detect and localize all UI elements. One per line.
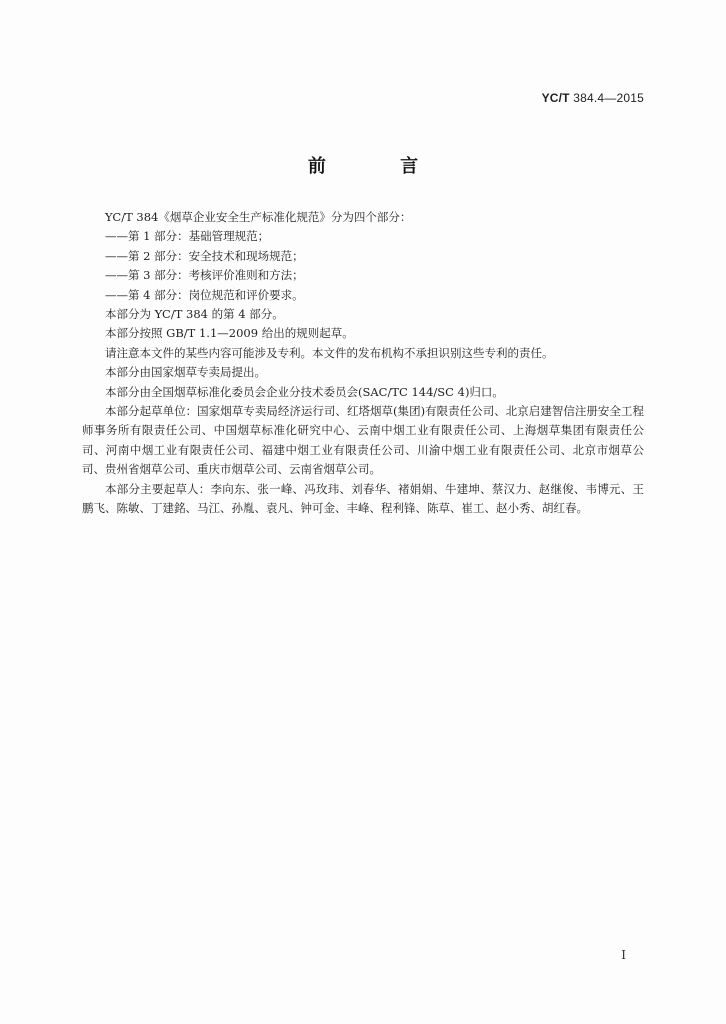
page-title: 前 言 — [307, 156, 453, 177]
drafters-paragraph: 本部分主要起草人：李向东、张一峰、冯玫玮、刘春华、褚娟娟、牛建坤、蔡汉力、赵继俊、韦博元、王鹏飞、陈敏、丁建銘、马江、孙胤、袁凡、钟可金、丰峰、程利锋、陈草、崔工、赵小秀、胡红春。 — [82, 481, 644, 516]
page-number: I — [621, 948, 626, 962]
drafting-rules-paragraph: 本部分按照 GB/T 1.1—2009 给出的规则起草。 — [105, 326, 354, 341]
foreword-body — [82, 208, 644, 519]
part-item: ——第 4 部分：岗位规范和评价要求。 — [105, 287, 304, 302]
proposed-by-paragraph: 本部分由国家烟草专卖局提出。 — [105, 365, 266, 380]
intro-paragraph: YC/T 384《烟草企业安全生产标准化规范》分为四个部分： — [105, 210, 412, 224]
drafting-units-paragraph: 本部分起草单位：国家烟草专卖局经济运行司、红塔烟草(集团)有限责任公司、北京启建智信注册安全工程师事务所有限责任公司、中国烟草标准化研究中心、云南中烟工业有限责任公司、上海烟草集团有限责任公司、河南中烟工业有限责任公司、福建中烟工业有限责任公司、川渝中烟工业有限责任公司、北京市烟草公司、贵州省烟草公司、重庆市烟草公司、云南省烟草公司。 — [82, 404, 644, 477]
patent-notice-paragraph: 请注意本文件的某些内容可能涉及专利。本文件的发布机构不承担识别这些专利的责任。 — [105, 345, 554, 360]
standard-prefix: YC/T — [541, 91, 570, 105]
part-item: ——第 1 部分：基础管理规范； — [105, 229, 270, 244]
this-part-paragraph: 本部分为 YC/T 384 的第 4 部分。 — [105, 307, 284, 322]
part-item: ——第 3 部分：考核评价准则和方法； — [105, 268, 304, 283]
standard-number: 384.4—2015 — [573, 91, 644, 105]
part-item: ——第 2 部分：安全技术和现场规范； — [105, 248, 304, 263]
standard-code — [542, 91, 644, 105]
centralized-by-paragraph: 本部分由全国烟草标准化委员会企业分技术委员会(SAC/TC 144/SC 4)归口。 — [105, 384, 504, 399]
